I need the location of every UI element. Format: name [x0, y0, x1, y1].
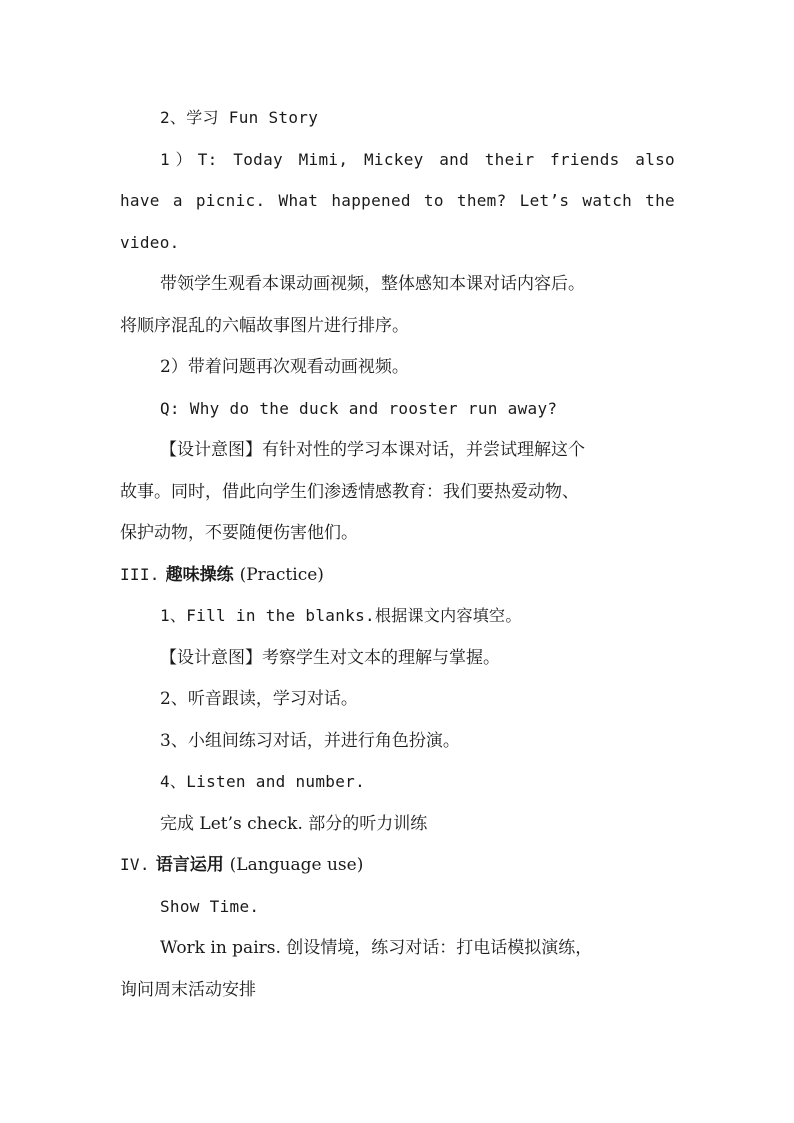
section-heading-en: (Practice)	[239, 565, 324, 585]
paragraph-line: 完成 Let’s check. 部分的听力训练	[160, 814, 428, 834]
paragraph-line: 3、小组间练习对话，并进行角色扮演。	[160, 731, 460, 751]
paragraph-line: 保护动物，不要随便伤害他们。	[120, 523, 358, 543]
section-number: III.	[120, 565, 160, 584]
design-intent-line: 【设计意图】有针对性的学习本课对话，并尝试理解这个	[160, 440, 585, 460]
section-heading-practice	[120, 564, 680, 586]
paragraph-line: 2、听音跟读，学习对话。	[160, 689, 358, 709]
paragraph-line: 2）带着问题再次观看动画视频。	[160, 357, 409, 377]
paragraph-line: 1）T: Today Mimi, Mickey and their friends also	[160, 150, 675, 169]
section-heading-language-use	[120, 854, 680, 876]
paragraph-line: video.	[120, 233, 180, 252]
paragraph-line: 故事。同时，借此向学生们渗透情感教育：我们要热爱动物、	[120, 482, 579, 502]
section-number: IV.	[120, 855, 150, 874]
paragraph-line: 4、Listen and number.	[160, 772, 366, 791]
paragraph-line: have a picnic. What happened to them? Let’s watch the	[120, 191, 675, 210]
section-title-fun-story: 2、学习 Fun Story	[160, 108, 319, 127]
question-line: Q: Why do the duck and rooster run away?	[160, 399, 558, 418]
paragraph-line: Work in pairs. 创设情境，练习对话：打电话模拟演练，	[160, 938, 593, 958]
paragraph-line: 询问周末活动安排	[120, 980, 256, 1000]
paragraph-line: 1、Fill in the blanks.根据课文内容填空。	[160, 606, 522, 625]
paragraph-line: 带领学生观看本课动画视频，整体感知本课对话内容后。	[160, 274, 585, 294]
section-heading-cn: 语言运用	[155, 855, 224, 875]
paragraph-line: 将顺序混乱的六幅故事图片进行排序。	[120, 316, 409, 336]
section-heading-en: (Language use)	[229, 855, 364, 875]
paragraph-line: Show Time.	[160, 897, 260, 916]
section-heading-cn: 趣味操练	[165, 565, 234, 585]
design-intent-line: 【设计意图】考察学生对文本的理解与掌握。	[160, 648, 500, 668]
